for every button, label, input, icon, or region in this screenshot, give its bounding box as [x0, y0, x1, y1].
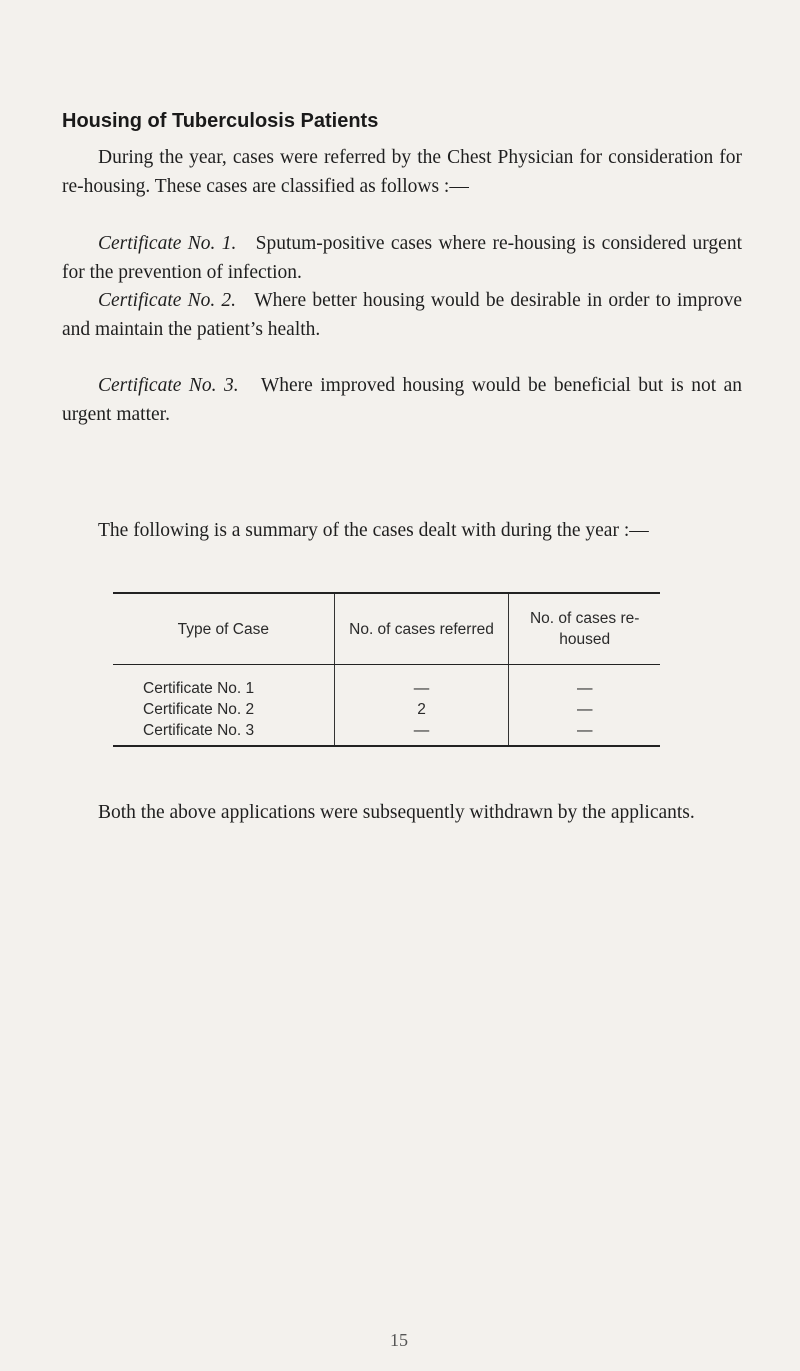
row-type-cell: Certificate No. 2	[143, 701, 255, 718]
certificate-1-label: Certificate No. 1.	[98, 233, 237, 254]
certificate-1-text: Sputum-positive cases where re-housing is considered urgent for the prevention of infection.	[62, 233, 742, 283]
header-type-of-case: Type of Case	[113, 593, 334, 665]
table-row	[113, 665, 660, 700]
row-type-cell: Certificate No. 3	[143, 722, 255, 739]
row-referred-cell: 2	[334, 699, 509, 720]
intro-paragraph: During the year, cases were referred by the Chest Physician for consideration for re-housing. These cases are classified as follows :—	[62, 147, 742, 197]
certificate-1-paragraph	[62, 229, 742, 287]
row-rehoused-cell: —	[576, 701, 593, 718]
table-row	[113, 720, 660, 746]
certificate-2-paragraph	[62, 286, 742, 344]
header-cases-rehoused: No. of cases re-housed	[509, 593, 660, 665]
row-referred-cell: —	[334, 720, 509, 746]
certificate-2-text: Where better housing would be desirable in order to improve and maintain the patient’s health.	[62, 290, 742, 340]
summary-table-container	[113, 592, 660, 763]
summary-intro-paragraph: The following is a summary of the cases dealt with during the year :—	[98, 520, 649, 541]
certificate-3-label: Certificate No. 3.	[98, 375, 239, 396]
row-rehoused-cell: —	[576, 722, 593, 739]
row-rehoused-cell: —	[576, 680, 593, 697]
row-referred-cell: —	[334, 665, 509, 700]
table-header-row	[113, 593, 660, 665]
closing-paragraph: Both the above applications were subsequently withdrawn by the applicants.	[98, 802, 695, 823]
page-title: Housing of Tuberculosis Patients	[62, 110, 379, 132]
summary-table	[113, 592, 660, 747]
certificate-3-paragraph	[62, 371, 742, 429]
certificate-2-label: Certificate No. 2.	[98, 290, 237, 311]
table-row	[113, 699, 660, 720]
certificate-3-text: Where improved housing would be beneficial but is not an urgent matter.	[62, 375, 743, 425]
row-type-cell: Certificate No. 1	[143, 680, 255, 697]
page-number: 15	[390, 1330, 408, 1350]
header-cases-referred: No. of cases referred	[334, 593, 509, 665]
